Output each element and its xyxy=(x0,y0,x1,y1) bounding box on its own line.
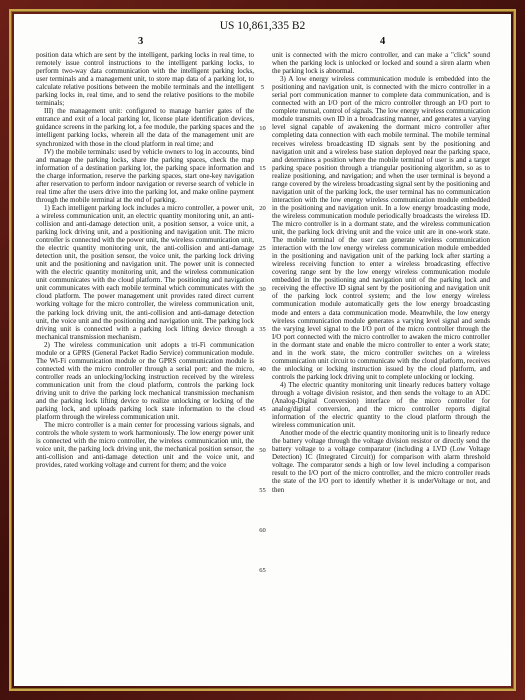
line-number: 65 xyxy=(259,567,266,575)
paragraph: The micro controller is a main center for processing various signals, and controls the whole system to work harmoniously. The low energy power unit is connected with the micro controller, the wireless communication unit, the voice unit, the parking lock driving unit, the mechanical position sensor, the anti-collision and anti-damage detection unit and the voice unit, and provides, rated working voltage and current for them; and the voice xyxy=(36,421,254,470)
paragraph: 3) A low energy wireless communication module is embedded into the positioning and navigation unit, is connected with the micro controller in a serial port communication manner to complete data communication, and is connected with an I/O port of the micro controller through an I/O port to complete mutual, control of signals. The low energy wireless communication module transmits own ID in a broadcasting manner, and generates a varying level signal capable of awakening the dormant micro controller after completing data connection with each mobile terminal. The mobile terminal receives wireless broadcasting ID signals sent by the positioning and navigation unit and a wireless base station deployed near the parking space, and determines a position where the mobile terminal of user is and a target parking space position through a triangular positioning algorithm, so as to realize positioning, and navigation; and when the user terminal is beyond a range covered by the wireless broadcasting signal sent by the positioning and navigation unit of the parking lock, the user terminal has no communication interaction with the low energy wireless communication module embedded in the positioning and navigation unit. In a low energy broadcasting mode, the wireless communication module periodically broadcasts the wireless ID. The micro controller is in a dormant state, and the wireless communication unit, the parking lock driving unit and the voice unit are in one-work state. The mobile terminal of the user can generate wireless communication interaction with the low energy wireless communication module embedded in the positioning and navigation unit of the parking lock after starting a wireless receiving function to enter a wireless broadcasting effective covering range sent by the low energy wireless communication module embedded in the positioning and navigation unit of the parking lock and receiving the effective ID signal sent by the positioning and navigation unit of the parking lock control system; and the low energy wireless communication module automatically gets the low energy broadcasting mode and enters a data communication mode. Meanwhile, the low energy wireless communication module generates a varying level signal and sends the varying level signal to the I/O port of the micro controller through the I/O port connected with the micro controller to awaken the micro controller in the dormant state and enable the micro controller to enter a work state; and in the work state, the micro controller switches on a wireless communication unit circuit to communicate with the cloud platform, receives the unlocking or locking instruction issued by the cloud platform, and controls the parking lock driving unit to complete unlocking or locking. xyxy=(272,75,490,381)
line-number-gutter xyxy=(257,51,268,679)
paragraph: IV) the mobile terminals: used by vehicle owners to log in accounts, bind and manage the parking locks, share the parking spaces, check the map information of a destination parking lot, the parking space information and the charge information, reserve the parking spaces, start one-key navigation after reservation to perform indoor navigation or reverse search of vehicle in real time after the users drive into the parking lot, and make online payment through the mobile terminal at the end of parking. xyxy=(36,147,254,204)
line-number: 50 xyxy=(259,446,266,454)
paragraph: 4) The electric quantity monitoring unit linearly reduces battery voltage through a voltage division resistor, and then sends the voltage to an ADC (Analog-Digital Conversion) interface of the micro controller for analog/digital conversion, and the micro controller reports digital information of the electric quantity to the cloud platform through the wireless communication unit. xyxy=(272,380,490,430)
line-number: 10 xyxy=(259,124,266,132)
line-number: 15 xyxy=(259,164,266,172)
paragraph: III) the management unit: configured to manage barrier gates of the entrance and exit of a local parking lot, license plate identification devices, guidance screens in the parking lot, a fee module, the parking spaces and the intelligent parking locks, wherein all the data of the management unit are synchronized with those in the cloud platform in real time; and xyxy=(36,107,254,148)
line-number: 5 xyxy=(260,84,265,92)
paragraph: position data which are sent by the intelligent, parking locks in real time, to remotely issue control instructions to the intelligent parking locks, to perform two-way data communication with the intelligent parking locks, user terminals and a management unit, to store map data of a parking lot, to calculate relative positions between the mobile terminals and the intelligent parking locks in, real time, and to send the relative positions to the mobile terminals; xyxy=(36,51,254,108)
column-number-left: 3 xyxy=(138,36,144,47)
patent-page xyxy=(14,14,511,686)
paragraph: 2) The wireless communication unit adopts a tri-Fi communication module or a GPRS (General Packet Radio Service) communication module. The Wi-Fi communication module or the GPRS communication module is connected with the micro controller through a serial port: and the micro, controller reads an unlocking/locking instruction received by the wireless communication unit from the cloud platform, controls the parking lock driving unit to drive the parking lock mechanical transmission mechanism and the parking lock lifting device to realize unlocking or locking of the parking lock, and uploads parking lock state information to the cloud platform through the wireless communication unit. xyxy=(36,340,254,422)
paragraph: unit is connected with the micro controller, and can make a "click" sound when the parking lock is unlocked or locked and sound a siren alarm when the parking lock is abnormal. xyxy=(272,51,490,76)
line-number: 45 xyxy=(259,406,266,414)
line-number: 20 xyxy=(259,205,266,212)
line-number: 30 xyxy=(259,285,266,293)
line-number: 40 xyxy=(259,366,266,373)
patent-number-header: US 10,861,335 B2 xyxy=(219,20,306,32)
line-number: 25 xyxy=(259,245,266,253)
paragraph: Another mode of the electric quantity monitoring unit is to linearly reduce the battery voltage through the voltage division resistor or directly send the battery voltage to a voltage comparator (including a LVD (Low Voltage Detection) IC (Integrated Circuit)) for comparison with alarm threshold voltage. The comparator sends a high or low level including a comparison result to the I/O port of the micro controller, and the micro controller reads the state of the I/O port to identify whether it is underVoltage or not, and then xyxy=(272,429,490,494)
line-number: 60 xyxy=(259,527,266,534)
left-text-column xyxy=(36,51,254,679)
line-number: 35 xyxy=(259,325,266,333)
paragraph: 1) Each intelligent parking lock includes a micro controller, a power unit, a wireless communication unit, an electric quantity monitoring unit, an anti-collision and anti-damage detection unit, a position sensor, a voice unit, a parking lock driving unit, and a positioning and navigation unit. The micro controller is connected with the power unit, the wireless communication unit, the electric quantity monitoring unit, the anti-collision and anti-damage detection unit, the position sensor, the voice unit, the parking lock driving unit and the positioning and navigation unit. The power unit is connected with the electric quantity monitoring unit, and the wireless communication unit communicates with the cloud platform. The positioning and navigation unit communicates with each mobile terminal which communicates with the cloud platform. The power management unit provides rated direct current working voltage for the micro controller, the wireless communication unit, the parking lock driving unit, the anti-collision and anti-damage detection unit, the voice unit and the positioning and navigation unit. The parking lock driving unit is connected with a parking lock lifting device through a mechanical transmission mechanism. xyxy=(36,203,254,341)
column-number-right: 4 xyxy=(380,36,386,47)
line-number: 55 xyxy=(259,486,266,494)
right-text-column xyxy=(272,51,490,679)
